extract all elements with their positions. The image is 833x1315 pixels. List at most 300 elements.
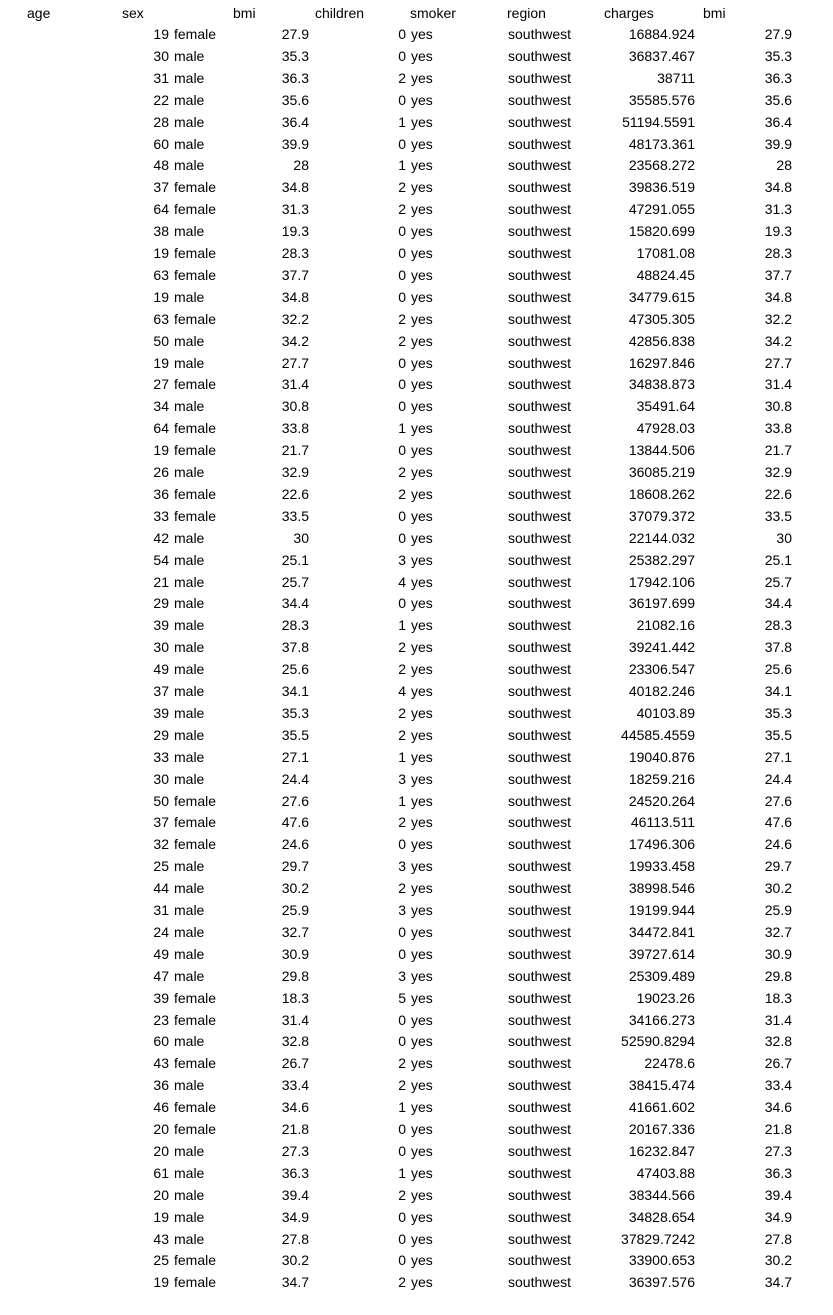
cell-smoker[interactable]: yes bbox=[411, 1164, 433, 1181]
cell-age[interactable]: 27 bbox=[153, 376, 169, 393]
cell-sex[interactable]: male bbox=[174, 91, 205, 108]
cell-bmi[interactable]: 34.8 bbox=[281, 288, 309, 305]
cell-sex[interactable]: female bbox=[174, 836, 217, 853]
cell-age[interactable]: 23 bbox=[153, 1011, 169, 1028]
cell-bmi2[interactable]: 47.6 bbox=[764, 814, 792, 831]
cell-smoker[interactable]: yes bbox=[411, 1033, 433, 1050]
cell-smoker[interactable]: yes bbox=[411, 354, 433, 371]
cell-region[interactable]: southwest bbox=[508, 945, 572, 962]
cell-bmi2[interactable]: 25.6 bbox=[764, 661, 792, 678]
cell-bmi[interactable]: 21.8 bbox=[281, 1121, 309, 1137]
cell-children[interactable]: 2 bbox=[398, 814, 406, 831]
cell-bmi2[interactable]: 34.8 bbox=[764, 288, 792, 305]
cell-age[interactable]: 31 bbox=[153, 69, 169, 86]
cell-age[interactable]: 36 bbox=[153, 1077, 169, 1094]
cell-charges[interactable]: 13844.506 bbox=[628, 442, 695, 459]
cell-bmi2[interactable]: 25.1 bbox=[764, 551, 792, 568]
cell-region[interactable]: southwest bbox=[508, 661, 572, 678]
cell-bmi2[interactable]: 21.8 bbox=[764, 1121, 792, 1137]
cell-charges[interactable]: 39836.519 bbox=[628, 179, 695, 196]
cell-children[interactable]: 2 bbox=[398, 332, 406, 349]
cell-region[interactable]: southwest bbox=[508, 507, 572, 524]
cell-children[interactable]: 0 bbox=[398, 1230, 406, 1247]
cell-region[interactable]: southwest bbox=[508, 858, 572, 875]
cell-children[interactable]: 0 bbox=[398, 836, 406, 853]
cell-sex[interactable]: female bbox=[174, 989, 217, 1006]
cell-sex[interactable]: male bbox=[174, 945, 205, 962]
cell-smoker[interactable]: yes bbox=[411, 836, 433, 853]
cell-bmi2[interactable]: 34.9 bbox=[764, 1208, 792, 1225]
cell-bmi[interactable]: 28.3 bbox=[281, 617, 309, 634]
cell-bmi2[interactable]: 34.1 bbox=[764, 683, 792, 699]
cell-age[interactable]: 19 bbox=[153, 354, 169, 371]
cell-bmi[interactable]: 34.1 bbox=[281, 683, 309, 699]
cell-children[interactable]: 0 bbox=[398, 354, 406, 371]
cell-children[interactable]: 2 bbox=[398, 1186, 406, 1203]
header-bmi-duplicate[interactable]: bmi bbox=[703, 5, 726, 21]
cell-children[interactable]: 0 bbox=[398, 245, 406, 261]
cell-sex[interactable]: male bbox=[174, 551, 205, 568]
cell-bmi[interactable]: 27.1 bbox=[281, 748, 309, 765]
cell-sex[interactable]: male bbox=[174, 1142, 205, 1159]
cell-sex[interactable]: female bbox=[174, 26, 217, 42]
cell-sex[interactable]: male bbox=[174, 1077, 205, 1094]
cell-age[interactable]: 37 bbox=[153, 814, 169, 831]
cell-sex[interactable]: male bbox=[174, 1186, 205, 1203]
cell-bmi[interactable]: 27.3 bbox=[281, 1142, 309, 1159]
cell-bmi[interactable]: 26.7 bbox=[281, 1055, 309, 1072]
cell-bmi[interactable]: 31.3 bbox=[281, 201, 309, 218]
cell-charges[interactable]: 34779.615 bbox=[628, 288, 695, 305]
cell-bmi2[interactable]: 33.4 bbox=[764, 1077, 792, 1094]
cell-children[interactable]: 2 bbox=[398, 69, 406, 86]
cell-children[interactable]: 2 bbox=[398, 880, 406, 897]
cell-smoker[interactable]: yes bbox=[411, 967, 433, 984]
cell-age[interactable]: 63 bbox=[153, 266, 169, 283]
header-charges[interactable]: charges bbox=[604, 5, 654, 21]
cell-bmi2[interactable]: 35.5 bbox=[764, 726, 792, 743]
cell-bmi2[interactable]: 35.6 bbox=[764, 91, 792, 108]
cell-smoker[interactable]: yes bbox=[411, 1099, 433, 1116]
cell-age[interactable]: 44 bbox=[153, 880, 169, 897]
cell-sex[interactable]: female bbox=[174, 442, 217, 459]
cell-region[interactable]: southwest bbox=[508, 1208, 572, 1225]
cell-age[interactable]: 19 bbox=[153, 245, 169, 261]
cell-sex[interactable]: male bbox=[174, 726, 205, 743]
cell-smoker[interactable]: yes bbox=[411, 945, 433, 962]
cell-bmi[interactable]: 34.6 bbox=[281, 1099, 309, 1116]
cell-bmi2[interactable]: 25.7 bbox=[764, 573, 792, 590]
cell-bmi2[interactable]: 31.4 bbox=[764, 376, 792, 393]
cell-bmi[interactable]: 27.8 bbox=[281, 1230, 309, 1247]
cell-bmi2[interactable]: 27.6 bbox=[764, 792, 792, 809]
cell-bmi2[interactable]: 31.4 bbox=[764, 1011, 792, 1028]
cell-smoker[interactable]: yes bbox=[411, 661, 433, 678]
cell-age[interactable]: 34 bbox=[153, 398, 169, 415]
cell-smoker[interactable]: yes bbox=[411, 1055, 433, 1072]
cell-smoker[interactable]: yes bbox=[411, 1252, 433, 1269]
cell-smoker[interactable]: yes bbox=[411, 704, 433, 721]
cell-age[interactable]: 37 bbox=[153, 683, 169, 699]
cell-sex[interactable]: male bbox=[174, 398, 205, 415]
cell-bmi2[interactable]: 21.7 bbox=[764, 442, 792, 459]
cell-sex[interactable]: male bbox=[174, 223, 205, 240]
cell-children[interactable]: 1 bbox=[398, 420, 406, 437]
cell-children[interactable]: 0 bbox=[398, 507, 406, 524]
cell-age[interactable]: 25 bbox=[153, 858, 169, 875]
cell-children[interactable]: 0 bbox=[398, 1142, 406, 1159]
cell-bmi2[interactable]: 36.3 bbox=[764, 69, 792, 86]
cell-bmi[interactable]: 47.6 bbox=[281, 814, 309, 831]
cell-charges[interactable]: 34472.841 bbox=[628, 923, 695, 940]
cell-children[interactable]: 0 bbox=[398, 376, 406, 393]
cell-smoker[interactable]: yes bbox=[411, 529, 433, 546]
cell-children[interactable]: 2 bbox=[398, 485, 406, 502]
cell-smoker[interactable]: yes bbox=[411, 923, 433, 940]
cell-sex[interactable]: male bbox=[174, 880, 205, 897]
cell-children[interactable]: 1 bbox=[398, 1164, 406, 1181]
cell-bmi2[interactable]: 36.4 bbox=[764, 113, 792, 130]
cell-region[interactable]: southwest bbox=[508, 639, 572, 656]
cell-region[interactable]: southwest bbox=[508, 704, 572, 721]
cell-charges[interactable]: 36397.576 bbox=[628, 1274, 695, 1291]
cell-bmi[interactable]: 25.9 bbox=[281, 902, 309, 918]
cell-age[interactable]: 30 bbox=[153, 770, 169, 787]
cell-region[interactable]: southwest bbox=[508, 1274, 572, 1291]
cell-children[interactable]: 0 bbox=[398, 1208, 406, 1225]
cell-age[interactable]: 54 bbox=[153, 551, 169, 568]
cell-sex[interactable]: female bbox=[174, 201, 217, 218]
cell-charges[interactable]: 51194.5591 bbox=[622, 113, 695, 130]
cell-bmi[interactable]: 32.9 bbox=[281, 464, 309, 480]
cell-bmi[interactable]: 37.7 bbox=[281, 266, 309, 283]
cell-sex[interactable]: female bbox=[174, 507, 217, 524]
cell-charges[interactable]: 16884.924 bbox=[628, 26, 695, 42]
cell-bmi[interactable]: 21.7 bbox=[281, 442, 309, 459]
cell-smoker[interactable]: yes bbox=[411, 223, 433, 240]
cell-age[interactable]: 21 bbox=[153, 573, 169, 590]
cell-sex[interactable]: male bbox=[174, 113, 205, 130]
cell-smoker[interactable]: yes bbox=[411, 683, 433, 699]
cell-bmi2[interactable]: 27.1 bbox=[764, 748, 792, 765]
cell-bmi2[interactable]: 29.7 bbox=[764, 858, 792, 875]
cell-sex[interactable]: male bbox=[174, 573, 205, 590]
cell-age[interactable]: 19 bbox=[153, 1274, 169, 1291]
cell-smoker[interactable]: yes bbox=[411, 726, 433, 743]
cell-smoker[interactable]: yes bbox=[411, 1142, 433, 1159]
cell-bmi[interactable]: 37.8 bbox=[281, 639, 309, 656]
cell-sex[interactable]: female bbox=[174, 1099, 217, 1116]
cell-bmi2[interactable]: 37.8 bbox=[764, 639, 792, 656]
cell-charges[interactable]: 19199.944 bbox=[628, 902, 695, 918]
cell-sex[interactable]: female bbox=[174, 1121, 217, 1137]
cell-region[interactable]: southwest bbox=[508, 201, 572, 218]
cell-children[interactable]: 1 bbox=[398, 1099, 406, 1116]
cell-bmi2[interactable]: 24.4 bbox=[764, 770, 792, 787]
cell-smoker[interactable]: yes bbox=[411, 420, 433, 437]
cell-bmi[interactable]: 30 bbox=[293, 529, 309, 546]
cell-bmi2[interactable]: 34.6 bbox=[764, 1099, 792, 1116]
cell-sex[interactable]: male bbox=[174, 464, 205, 480]
cell-smoker[interactable]: yes bbox=[411, 113, 433, 130]
cell-sex[interactable]: female bbox=[174, 245, 217, 261]
cell-smoker[interactable]: yes bbox=[411, 442, 433, 459]
cell-children[interactable]: 0 bbox=[398, 595, 406, 612]
cell-smoker[interactable]: yes bbox=[411, 26, 433, 42]
cell-sex[interactable]: female bbox=[174, 485, 217, 502]
cell-sex[interactable]: female bbox=[174, 179, 217, 196]
cell-region[interactable]: southwest bbox=[508, 529, 572, 546]
cell-children[interactable]: 0 bbox=[398, 266, 406, 283]
cell-charges[interactable]: 48173.361 bbox=[628, 135, 695, 152]
cell-age[interactable]: 29 bbox=[153, 595, 169, 612]
cell-charges[interactable]: 36837.467 bbox=[628, 47, 695, 64]
cell-sex[interactable]: female bbox=[174, 310, 217, 327]
cell-children[interactable]: 0 bbox=[398, 135, 406, 152]
cell-children[interactable]: 1 bbox=[398, 157, 406, 174]
cell-bmi[interactable]: 31.4 bbox=[281, 1011, 309, 1028]
cell-children[interactable]: 0 bbox=[398, 223, 406, 240]
cell-bmi[interactable]: 19.3 bbox=[281, 223, 309, 240]
cell-age[interactable]: 39 bbox=[153, 704, 169, 721]
cell-smoker[interactable]: yes bbox=[411, 770, 433, 787]
cell-children[interactable]: 3 bbox=[398, 770, 406, 787]
cell-charges[interactable]: 47928.03 bbox=[636, 420, 695, 437]
cell-smoker[interactable]: yes bbox=[411, 1077, 433, 1094]
cell-smoker[interactable]: yes bbox=[411, 376, 433, 393]
cell-children[interactable]: 2 bbox=[398, 639, 406, 656]
cell-children[interactable]: 4 bbox=[398, 683, 406, 699]
cell-region[interactable]: southwest bbox=[508, 1077, 572, 1094]
cell-charges[interactable]: 35585.576 bbox=[628, 91, 695, 108]
cell-bmi2[interactable]: 34.7 bbox=[764, 1274, 792, 1291]
cell-bmi2[interactable]: 35.3 bbox=[764, 47, 792, 64]
cell-smoker[interactable]: yes bbox=[411, 69, 433, 86]
cell-age[interactable]: 61 bbox=[153, 1164, 169, 1181]
cell-bmi2[interactable]: 19.3 bbox=[764, 223, 792, 240]
cell-charges[interactable]: 47403.88 bbox=[636, 1164, 695, 1181]
cell-age[interactable]: 19 bbox=[153, 1208, 169, 1225]
cell-sex[interactable]: male bbox=[174, 135, 205, 152]
cell-region[interactable]: southwest bbox=[508, 464, 572, 480]
cell-charges[interactable]: 37079.372 bbox=[628, 507, 695, 524]
cell-age[interactable]: 49 bbox=[153, 945, 169, 962]
cell-bmi[interactable]: 39.4 bbox=[281, 1186, 309, 1203]
cell-children[interactable]: 2 bbox=[398, 1274, 406, 1291]
cell-children[interactable]: 3 bbox=[398, 902, 406, 918]
cell-bmi2[interactable]: 22.6 bbox=[764, 485, 792, 502]
cell-sex[interactable]: male bbox=[174, 157, 205, 174]
cell-sex[interactable]: male bbox=[174, 1208, 205, 1225]
cell-sex[interactable]: male bbox=[174, 1230, 205, 1247]
cell-smoker[interactable]: yes bbox=[411, 902, 433, 918]
cell-bmi2[interactable]: 28.3 bbox=[764, 617, 792, 634]
cell-smoker[interactable]: yes bbox=[411, 485, 433, 502]
cell-children[interactable]: 2 bbox=[398, 201, 406, 218]
cell-age[interactable]: 50 bbox=[153, 792, 169, 809]
cell-bmi2[interactable]: 30.2 bbox=[764, 880, 792, 897]
cell-age[interactable]: 25 bbox=[153, 1252, 169, 1269]
cell-sex[interactable]: male bbox=[174, 639, 205, 656]
cell-age[interactable]: 63 bbox=[153, 310, 169, 327]
cell-children[interactable]: 4 bbox=[398, 573, 406, 590]
cell-bmi2[interactable]: 27.3 bbox=[764, 1142, 792, 1159]
cell-bmi[interactable]: 33.4 bbox=[281, 1077, 309, 1094]
cell-charges[interactable]: 23306.547 bbox=[628, 661, 695, 678]
cell-bmi[interactable]: 30.2 bbox=[281, 1252, 309, 1269]
cell-sex[interactable]: female bbox=[174, 1252, 217, 1269]
cell-bmi[interactable]: 27.9 bbox=[281, 26, 309, 42]
cell-smoker[interactable]: yes bbox=[411, 1274, 433, 1291]
cell-smoker[interactable]: yes bbox=[411, 1186, 433, 1203]
cell-sex[interactable]: female bbox=[174, 1274, 217, 1291]
cell-sex[interactable]: female bbox=[174, 266, 217, 283]
cell-region[interactable]: southwest bbox=[508, 595, 572, 612]
cell-smoker[interactable]: yes bbox=[411, 91, 433, 108]
cell-sex[interactable]: female bbox=[174, 1055, 217, 1072]
cell-bmi[interactable]: 30.9 bbox=[281, 945, 309, 962]
cell-charges[interactable]: 38344.566 bbox=[628, 1186, 695, 1203]
cell-region[interactable]: southwest bbox=[508, 902, 572, 918]
cell-age[interactable]: 29 bbox=[153, 726, 169, 743]
cell-age[interactable]: 49 bbox=[153, 661, 169, 678]
cell-smoker[interactable]: yes bbox=[411, 573, 433, 590]
cell-bmi2[interactable]: 34.2 bbox=[764, 332, 792, 349]
cell-region[interactable]: southwest bbox=[508, 1099, 572, 1116]
cell-sex[interactable]: male bbox=[174, 967, 205, 984]
cell-charges[interactable]: 52590.8294 bbox=[621, 1033, 695, 1050]
cell-sex[interactable]: female bbox=[174, 792, 217, 809]
cell-age[interactable]: 60 bbox=[153, 135, 169, 152]
cell-smoker[interactable]: yes bbox=[411, 332, 433, 349]
cell-bmi[interactable]: 29.8 bbox=[281, 967, 309, 984]
cell-charges[interactable]: 47291.055 bbox=[628, 201, 695, 218]
cell-bmi[interactable]: 24.4 bbox=[281, 770, 309, 787]
cell-age[interactable]: 50 bbox=[153, 332, 169, 349]
cell-smoker[interactable]: yes bbox=[411, 858, 433, 875]
cell-children[interactable]: 0 bbox=[398, 529, 406, 546]
cell-bmi2[interactable]: 30.8 bbox=[764, 398, 792, 415]
cell-region[interactable]: southwest bbox=[508, 1252, 572, 1269]
cell-region[interactable]: southwest bbox=[508, 113, 572, 130]
cell-children[interactable]: 3 bbox=[398, 551, 406, 568]
cell-bmi[interactable]: 34.8 bbox=[281, 179, 309, 196]
cell-bmi[interactable]: 35.3 bbox=[281, 704, 309, 721]
cell-smoker[interactable]: yes bbox=[411, 179, 433, 196]
cell-region[interactable]: southwest bbox=[508, 420, 572, 437]
cell-bmi[interactable]: 33.5 bbox=[281, 507, 309, 524]
cell-sex[interactable]: male bbox=[174, 683, 205, 699]
cell-sex[interactable]: male bbox=[174, 858, 205, 875]
cell-bmi[interactable]: 29.7 bbox=[281, 858, 309, 875]
cell-children[interactable]: 0 bbox=[398, 1011, 406, 1028]
cell-sex[interactable]: female bbox=[174, 814, 217, 831]
cell-smoker[interactable]: yes bbox=[411, 880, 433, 897]
cell-age[interactable]: 33 bbox=[153, 507, 169, 524]
cell-children[interactable]: 2 bbox=[398, 726, 406, 743]
cell-children[interactable]: 0 bbox=[398, 26, 406, 42]
cell-sex[interactable]: male bbox=[174, 69, 205, 86]
cell-smoker[interactable]: yes bbox=[411, 814, 433, 831]
cell-age[interactable]: 20 bbox=[153, 1186, 169, 1203]
cell-smoker[interactable]: yes bbox=[411, 245, 433, 261]
cell-region[interactable]: southwest bbox=[508, 26, 572, 42]
cell-age[interactable]: 26 bbox=[153, 464, 169, 480]
cell-region[interactable]: southwest bbox=[508, 748, 572, 765]
cell-charges[interactable]: 25382.297 bbox=[628, 551, 695, 568]
cell-region[interactable]: southwest bbox=[508, 223, 572, 240]
cell-bmi2[interactable]: 32.9 bbox=[764, 464, 792, 480]
cell-region[interactable]: southwest bbox=[508, 967, 572, 984]
cell-age[interactable]: 39 bbox=[153, 617, 169, 634]
cell-charges[interactable]: 23568.272 bbox=[628, 157, 695, 174]
cell-sex[interactable]: female bbox=[174, 420, 217, 437]
cell-sex[interactable]: female bbox=[174, 1011, 217, 1028]
cell-bmi[interactable]: 30.2 bbox=[281, 880, 309, 897]
header-sex[interactable]: sex bbox=[122, 5, 144, 21]
cell-bmi2[interactable]: 27.8 bbox=[764, 1230, 792, 1247]
cell-charges[interactable]: 35491.64 bbox=[636, 398, 695, 415]
cell-age[interactable]: 46 bbox=[153, 1099, 169, 1116]
cell-region[interactable]: southwest bbox=[508, 376, 572, 393]
cell-charges[interactable]: 38998.546 bbox=[628, 880, 695, 897]
cell-age[interactable]: 42 bbox=[153, 529, 169, 546]
cell-region[interactable]: southwest bbox=[508, 726, 572, 743]
cell-sex[interactable]: female bbox=[174, 376, 217, 393]
cell-bmi[interactable]: 30.8 bbox=[281, 398, 309, 415]
cell-children[interactable]: 1 bbox=[398, 792, 406, 809]
cell-children[interactable]: 0 bbox=[398, 47, 406, 64]
cell-region[interactable]: southwest bbox=[508, 923, 572, 940]
cell-bmi[interactable]: 27.6 bbox=[281, 792, 309, 809]
cell-bmi2[interactable]: 33.8 bbox=[764, 420, 792, 437]
cell-charges[interactable]: 20167.336 bbox=[628, 1121, 695, 1137]
cell-children[interactable]: 0 bbox=[398, 442, 406, 459]
cell-children[interactable]: 0 bbox=[398, 1252, 406, 1269]
header-region[interactable]: region bbox=[507, 5, 546, 21]
cell-bmi[interactable]: 39.9 bbox=[281, 135, 309, 152]
cell-charges[interactable]: 18259.216 bbox=[628, 770, 695, 787]
cell-children[interactable]: 2 bbox=[398, 179, 406, 196]
cell-bmi2[interactable]: 34.4 bbox=[764, 595, 792, 612]
cell-charges[interactable]: 46113.511 bbox=[630, 814, 695, 831]
cell-bmi[interactable]: 34.9 bbox=[281, 1208, 309, 1225]
cell-age[interactable]: 19 bbox=[153, 288, 169, 305]
cell-charges[interactable]: 15820.699 bbox=[628, 223, 695, 240]
cell-bmi2[interactable]: 24.6 bbox=[764, 836, 792, 853]
cell-age[interactable]: 19 bbox=[153, 442, 169, 459]
cell-age[interactable]: 32 bbox=[153, 836, 169, 853]
cell-bmi2[interactable]: 36.3 bbox=[764, 1164, 792, 1181]
cell-bmi[interactable]: 36.3 bbox=[281, 69, 309, 86]
cell-charges[interactable]: 21082.16 bbox=[636, 617, 695, 634]
cell-region[interactable]: southwest bbox=[508, 836, 572, 853]
cell-charges[interactable]: 17496.306 bbox=[628, 836, 695, 853]
cell-bmi2[interactable]: 30.9 bbox=[764, 945, 792, 962]
cell-age[interactable]: 64 bbox=[153, 420, 169, 437]
cell-bmi[interactable]: 35.6 bbox=[281, 91, 309, 108]
cell-bmi[interactable]: 35.3 bbox=[281, 47, 309, 64]
cell-sex[interactable]: male bbox=[174, 288, 205, 305]
cell-sex[interactable]: male bbox=[174, 704, 205, 721]
header-bmi[interactable]: bmi bbox=[233, 5, 256, 21]
cell-charges[interactable]: 42856.838 bbox=[628, 332, 695, 349]
cell-region[interactable]: southwest bbox=[508, 1186, 572, 1203]
cell-bmi[interactable]: 35.5 bbox=[281, 726, 309, 743]
cell-bmi2[interactable]: 37.7 bbox=[764, 266, 792, 283]
cell-age[interactable]: 22 bbox=[153, 91, 169, 108]
cell-bmi[interactable]: 22.6 bbox=[281, 485, 309, 502]
